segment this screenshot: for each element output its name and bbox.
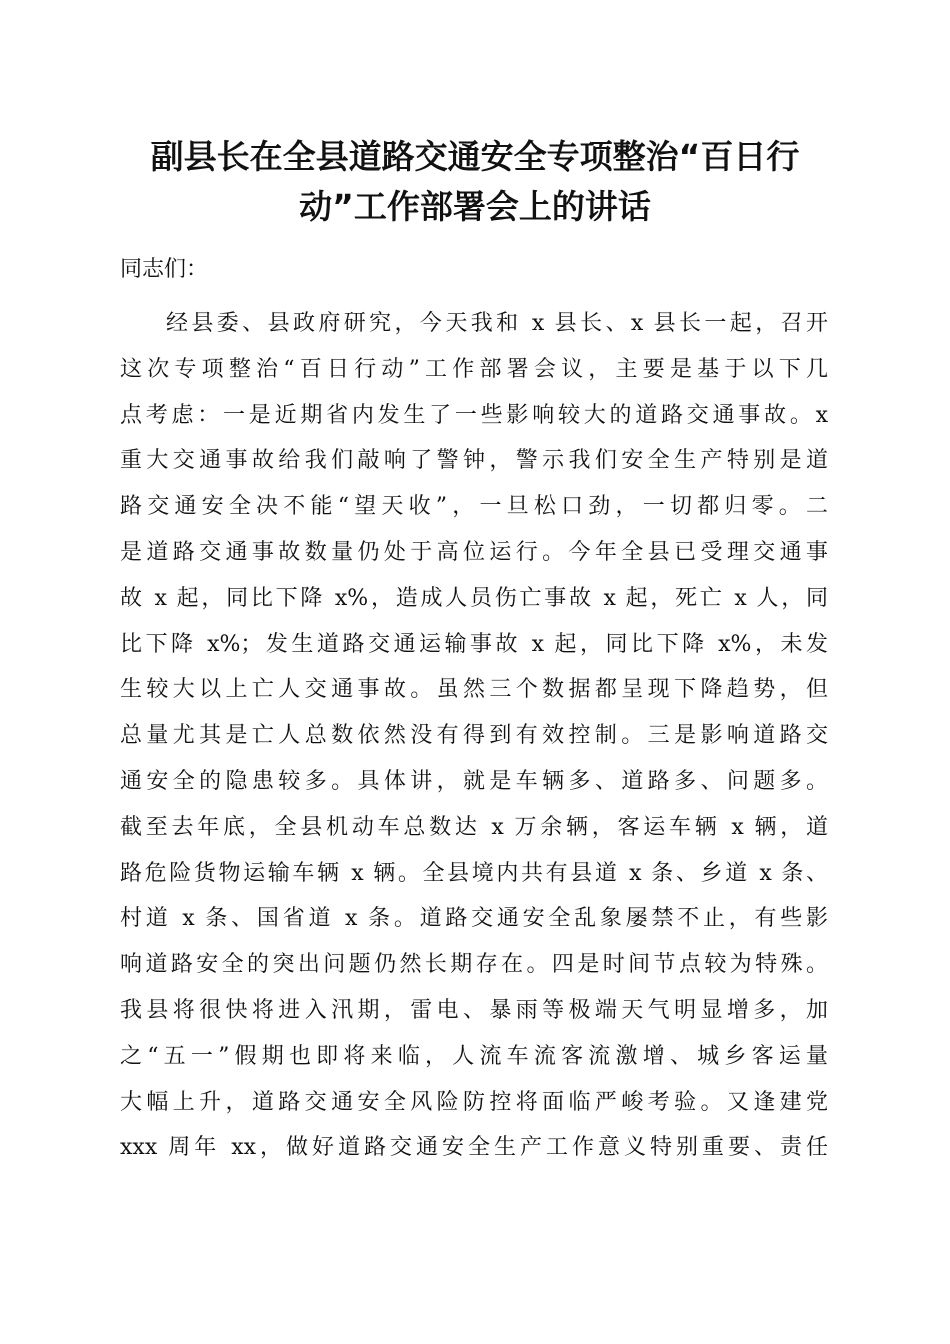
body-text-line: 故 x 起，同比下降 x%，造成人员伤亡事故 x 起，死亡 x 人，同 [120, 585, 828, 611]
body-text-line: 村道 x 条、国省道 x 条。道路交通安全乱象屡禁不止，有些影 [120, 906, 828, 932]
salutation: 同志们： [120, 257, 209, 282]
body-text-line: 比下降 x%；发生道路交通运输事故 x 起，同比下降 x%，未发 [120, 631, 828, 657]
body-text-line: 生较大以上亡人交通事故。虽然三个数据都呈现下降趋势，但 [120, 677, 828, 703]
body-text-line: 点考虑：一是近期省内发生了一些影响较大的道路交通事故。x [120, 402, 828, 428]
document-title [100, 132, 850, 232]
body-text-line: 响道路安全的突出问题仍然长期存在。四是时间节点较为特殊。 [120, 952, 828, 978]
body-text-line: xxx 周年 xx，做好道路交通安全生产工作意义特别重要、责任 [120, 1135, 828, 1161]
body-text-line: 经县委、县政府研究，今天我和 x 县长、x 县长一起，召开 [166, 311, 828, 336]
body-text-line: 我县将很快将进入汛期，雷电、暴雨等极端天气明显增多，加 [120, 997, 828, 1023]
title-line: 动”工作部署会上的讲话 [299, 187, 651, 226]
body-text-line: 路危险货物运输车辆 x 辆。全县境内共有县道 x 条、乡道 x 条、 [120, 860, 828, 886]
body-text-line: 重大交通事故给我们敲响了警钟，警示我们安全生产特别是道 [120, 448, 828, 474]
speech-body [120, 301, 828, 1171]
body-text-line: 路交通安全决不能“望天收”，一旦松口劲，一切都归零。二 [120, 494, 828, 520]
body-text-line: 大幅上升，道路交通安全风险防控将面临严峻考验。又逢建党 [120, 1089, 828, 1115]
body-text-line: 是道路交通事故数量仍处于高位运行。今年全县已受理交通事 [120, 539, 828, 565]
body-text-line: 总量尤其是亡人总数依然没有得到有效控制。三是影响道路交 [120, 723, 828, 749]
title-line: 副县长在全县道路交通安全专项整治“百日行 [150, 137, 800, 176]
body-text-line: 这次专项整治“百日行动”工作部署会议，主要是基于以下几 [120, 356, 828, 382]
body-text-line: 通安全的隐患较多。具体讲，就是车辆多、道路多、问题多。 [120, 768, 828, 794]
body-text-line: 之“五一”假期也即将来临，人流车流客流激增、城乡客运量 [120, 1043, 828, 1069]
body-text-line: 截至去年底，全县机动车总数达 x 万余辆，客运车辆 x 辆，道 [120, 814, 828, 840]
